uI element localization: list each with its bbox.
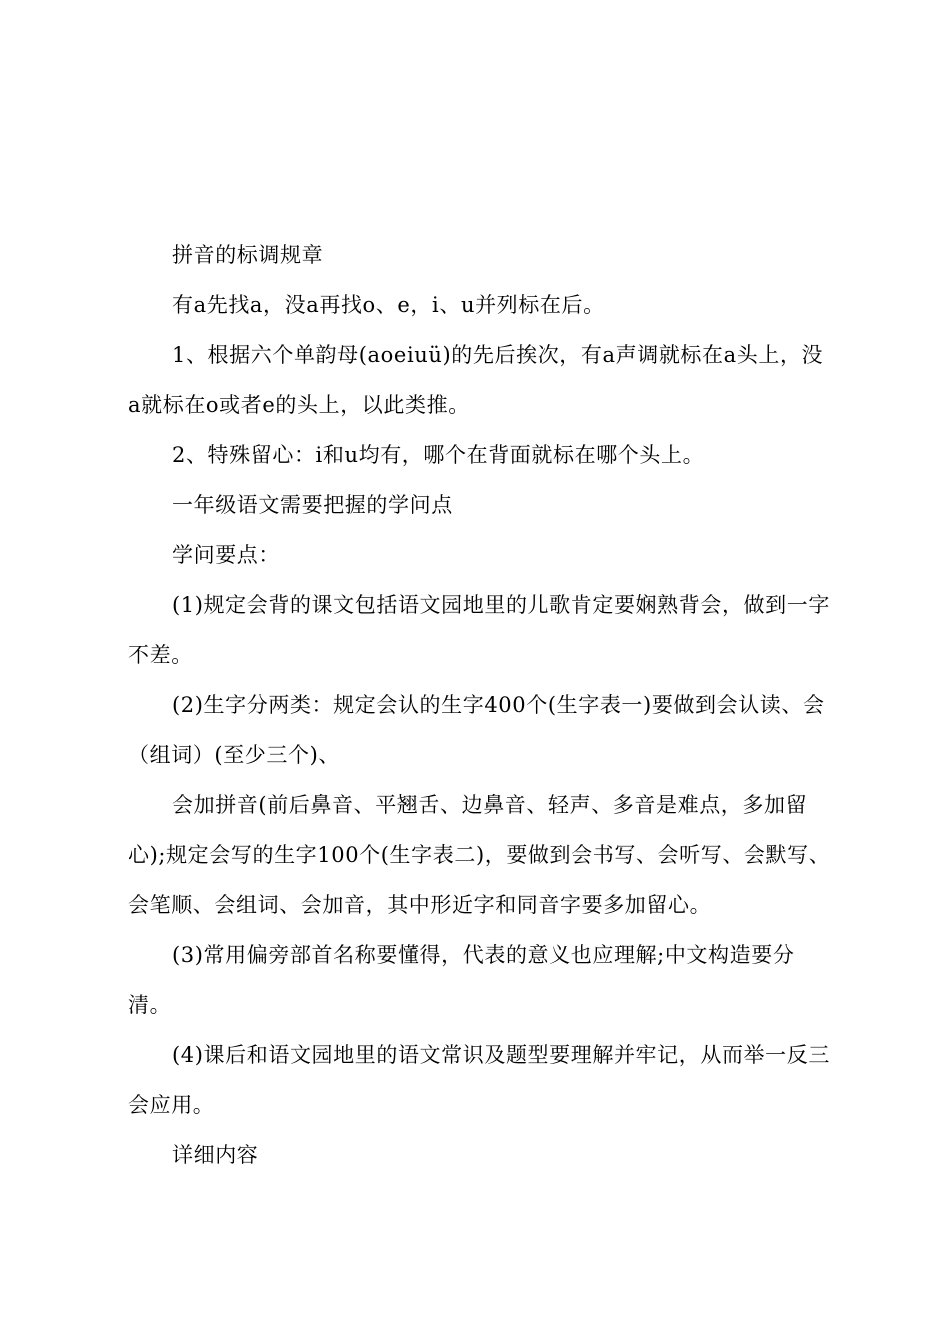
paragraph-rule-1: 1、根据六个单韵母(aoeiuü)的先后挨次，有a声调就标在a头上，没a就标在o或者e的头上，以此类推。 bbox=[128, 343, 824, 417]
paragraph-point-2: (2)生字分两类：规定会认的生字400个(生字表一)要做到会认读、会（组词）(至少三个)、 bbox=[128, 693, 825, 767]
heading-key-points: 学问要点： bbox=[172, 543, 280, 567]
paragraph-point-2-continued: 会加拼音(前后鼻音、平翘舌、边鼻音、轻声、多音是难点，多加留心);规定会写的生字100个(生字表二)，要做到会书写、会听写、会默写、会笔顺、会组词、会加音，其中形近字和同音字要多加留心。 bbox=[128, 793, 831, 917]
paragraph-point-4: (4)课后和语文园地里的语文常识及题型要理解并牢记，从而举一反三会应用。 bbox=[128, 1043, 830, 1117]
heading-grade-one-chinese: 一年级语文需要把握的学问点 bbox=[172, 493, 453, 517]
paragraph-point-1: (1)规定会背的课文包括语文园地里的儿歌肯定要娴熟背会，做到一字不差。 bbox=[128, 593, 830, 667]
heading-detailed-content: 详细内容 bbox=[172, 1143, 259, 1167]
heading-pinyin-tone-rules: 拼音的标调规章 bbox=[172, 243, 324, 267]
paragraph-point-3: (3)常用偏旁部首名称要懂得，代表的意义也应理解;中文构造要分清。 bbox=[128, 943, 795, 1017]
paragraph-tone-rhyme: 有a先找a，没a再找o、e，i、u并列标在后。 bbox=[172, 293, 605, 317]
paragraph-rule-2: 2、特殊留心：i和u均有，哪个在背面就标在哪个头上。 bbox=[172, 443, 705, 467]
